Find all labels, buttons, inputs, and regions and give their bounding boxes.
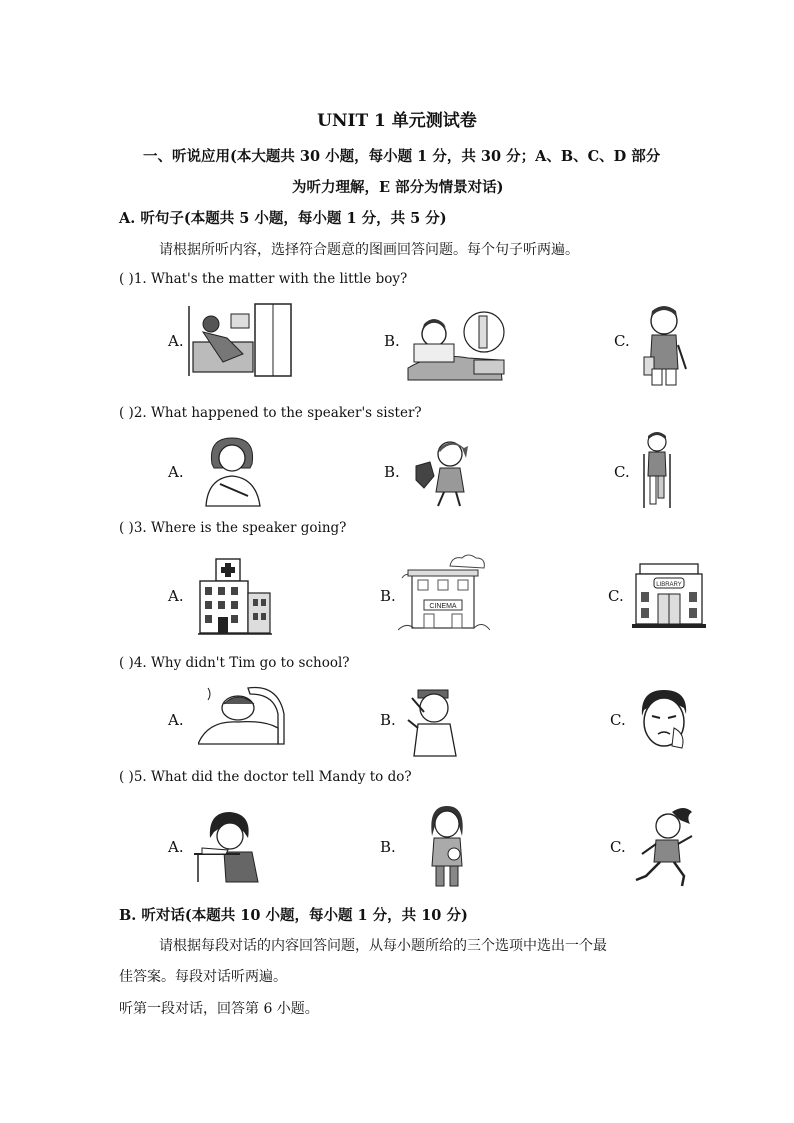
q2-girl-dog-bite-image xyxy=(412,436,476,508)
question-2: ( )2. What happened to the speaker's sister? xyxy=(119,405,422,421)
q2-option-b-label: B. xyxy=(384,463,400,481)
question-4: ( )4. Why didn't Tim go to school? xyxy=(119,655,350,671)
section-a-instruction: 请根据所听内容，选择符合题意的图画回答问题。每个句子听两遍。 xyxy=(159,242,579,258)
section-b-instruction-line1: 请根据每段对话的内容回答问题，从每小题所给的三个选项中选出一个最 xyxy=(159,938,607,954)
q3-hospital-building-image xyxy=(198,557,272,635)
question-5: ( )5. What did the doctor tell Mandy to do? xyxy=(119,769,412,785)
q4-option-b-label: B. xyxy=(380,711,396,729)
q1-option-a-label: A. xyxy=(168,332,184,350)
part1-heading-line2: 为听力理解，E 部分为情景对话) xyxy=(292,179,504,196)
q3-option-c-label: C. xyxy=(608,587,624,605)
question-3: ( )3. Where is the speaker going? xyxy=(119,520,347,536)
q4-sick-in-bed-image xyxy=(198,684,288,746)
q5-option-b-label: B. xyxy=(380,838,396,856)
q4-boy-fever-thermometer-image xyxy=(404,684,466,758)
q5-option-c-label: C. xyxy=(610,838,626,856)
q1-fever-boy-thermometer-image xyxy=(404,308,508,382)
q3-option-b-label: B. xyxy=(380,587,396,605)
q3-library-building-image xyxy=(632,562,706,628)
q1-hospital-bed-boy-image xyxy=(187,302,295,378)
section-b-instruction-line2: 佳答案。每段对话听两遍。 xyxy=(119,969,287,985)
q2-girl-crutches-image xyxy=(640,430,674,510)
section-b-dialogue-1-intro: 听第一段对话，回答第 6 小题。 xyxy=(119,1001,319,1017)
q5-girl-resting-at-desk-image xyxy=(188,808,264,884)
q2-girl-arm-sling-image xyxy=(198,434,268,508)
section-a-heading: A. 听句子(本题共 5 小题，每小题 1 分，共 5 分) xyxy=(119,210,447,227)
q2-option-a-label: A. xyxy=(168,463,184,481)
library-sign: LIBRARY xyxy=(656,582,682,588)
cinema-sign: CINEMA xyxy=(429,603,457,610)
q4-option-c-label: C. xyxy=(610,711,626,729)
section-b-heading: B. 听对话(本题共 10 小题，每小题 1 分，共 10 分) xyxy=(119,907,468,924)
q1-option-b-label: B. xyxy=(384,332,400,350)
q1-injured-arm-boy-image xyxy=(638,305,690,387)
q1-option-c-label: C. xyxy=(614,332,630,350)
q3-cinema-building-image xyxy=(398,552,490,634)
q5-option-a-label: A. xyxy=(168,838,184,856)
page-title: UNIT 1 单元测试卷 xyxy=(317,111,477,131)
q4-man-toothache-image xyxy=(636,688,690,754)
part1-heading-line1: 一、听说应用(本大题共 30 小题，每小题 1 分，共 30 分；A、B、C、D 部分 xyxy=(143,148,661,165)
q2-option-c-label: C. xyxy=(614,463,630,481)
question-1: ( )1. What's the matter with the little boy? xyxy=(119,271,408,287)
q3-option-a-label: A. xyxy=(168,587,184,605)
q4-option-a-label: A. xyxy=(168,711,184,729)
q5-girl-eating-image xyxy=(424,802,470,888)
q5-girl-running-image xyxy=(632,806,700,888)
